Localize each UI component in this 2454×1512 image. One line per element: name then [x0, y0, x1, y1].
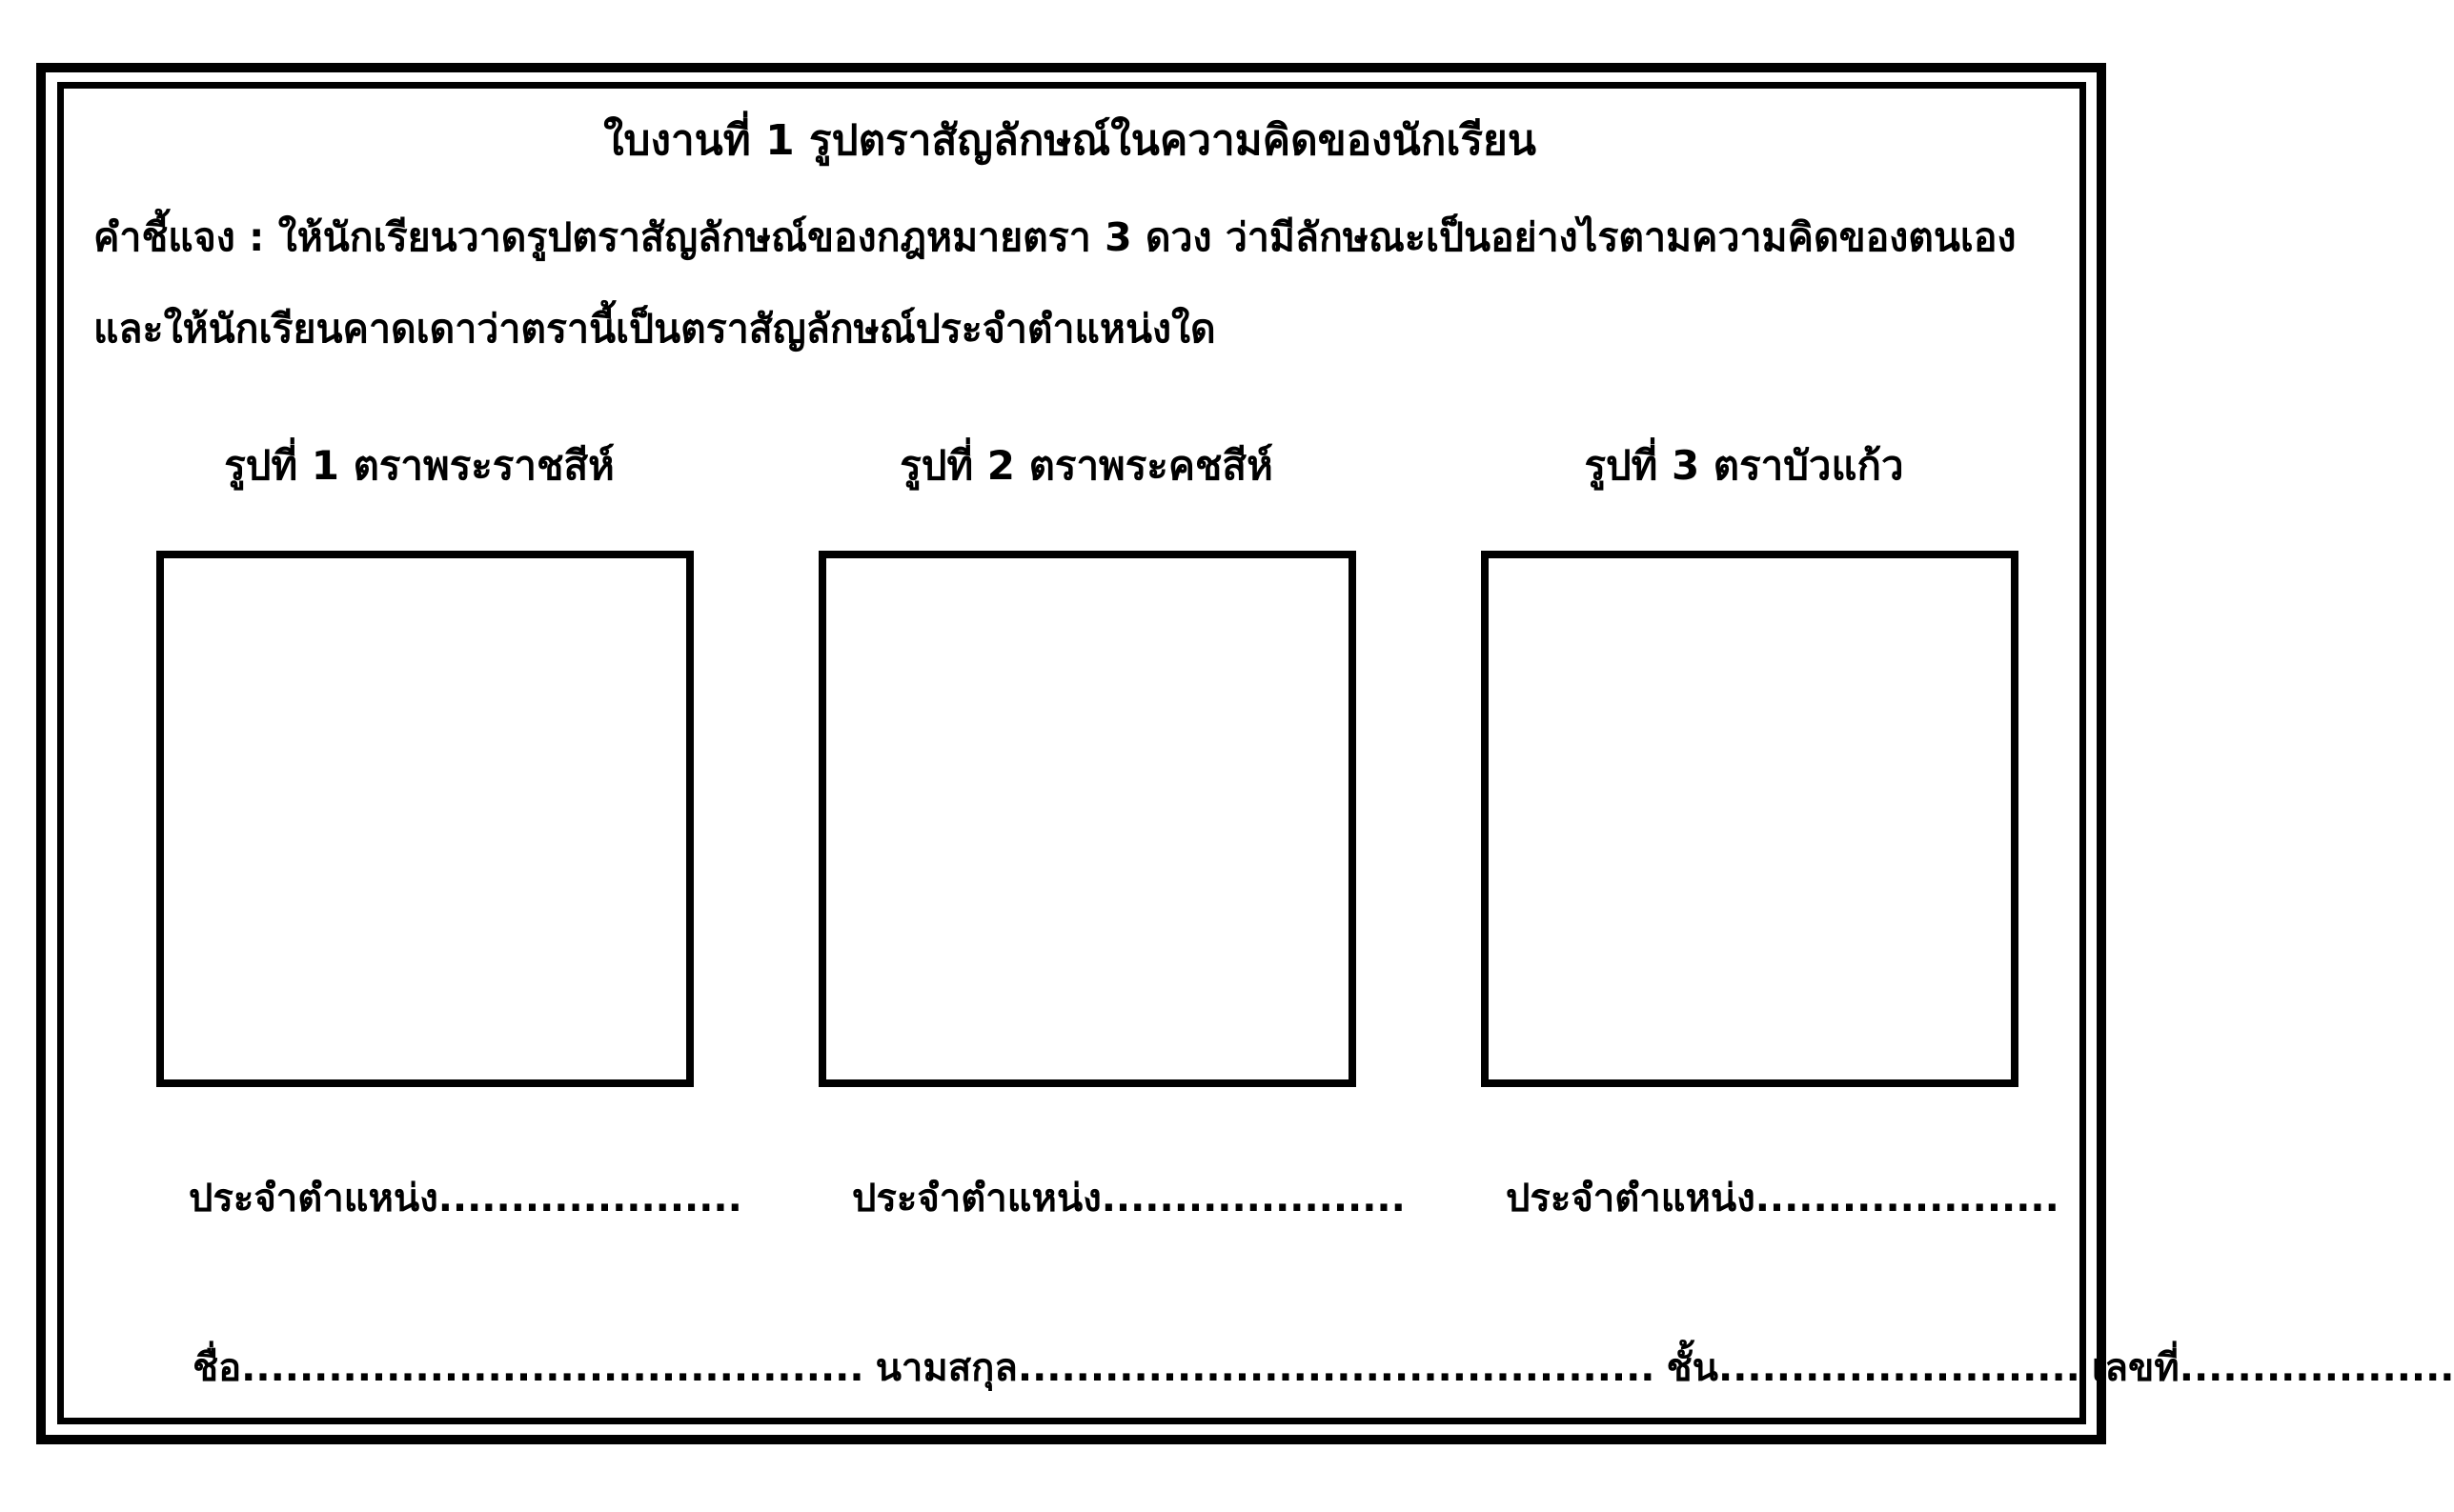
- instruction-line-1: คำชี้แจง : ให้นักเรียนวาดรูปตราสัญลักษณ์ของกฎหมายตรา 3 ดวง ว่ามีลักษณะเป็นอย่างไรตามความคิดของตนเอง: [93, 214, 2017, 260]
- instruction-line-2: และให้นักเรียนคาดเดาว่าตรานี้เป็นตราสัญลักษณ์ประจำตำแหน่งใด: [93, 306, 1216, 352]
- class-field[interactable]: ชั้น.........................: [1666, 1346, 2080, 1390]
- drawing-box-2[interactable]: [819, 551, 1356, 1087]
- name-field[interactable]: ชื่อ...........................................: [193, 1346, 864, 1390]
- drawing-box-3[interactable]: [1481, 551, 2018, 1087]
- drawing-box-1[interactable]: [156, 551, 694, 1087]
- position-field-1[interactable]: ประจำตำแหน่ง.....................: [189, 1177, 742, 1220]
- worksheet-title: ใบงานที่ 1 รูปตราสัญลักษณ์ในความคิดของนักเรียน: [603, 116, 1536, 165]
- picture-3-title: รูปที่ 3 ตราบัวแก้ว: [1584, 442, 1904, 489]
- surname-field[interactable]: นามสกุล............................................: [875, 1346, 1655, 1390]
- student-info-line: [193, 1341, 2454, 1395]
- number-field[interactable]: เลขที่...................: [2091, 1346, 2454, 1390]
- position-field-2[interactable]: ประจำตำแหน่ง.....................: [852, 1177, 1406, 1220]
- picture-2-title: รูปที่ 2 ตราพระคชสีห์: [900, 442, 1273, 489]
- position-field-3[interactable]: ประจำตำแหน่ง.....................: [1506, 1177, 2059, 1220]
- picture-1-title: รูปที่ 1 ตราพระราชสีห์: [224, 442, 615, 489]
